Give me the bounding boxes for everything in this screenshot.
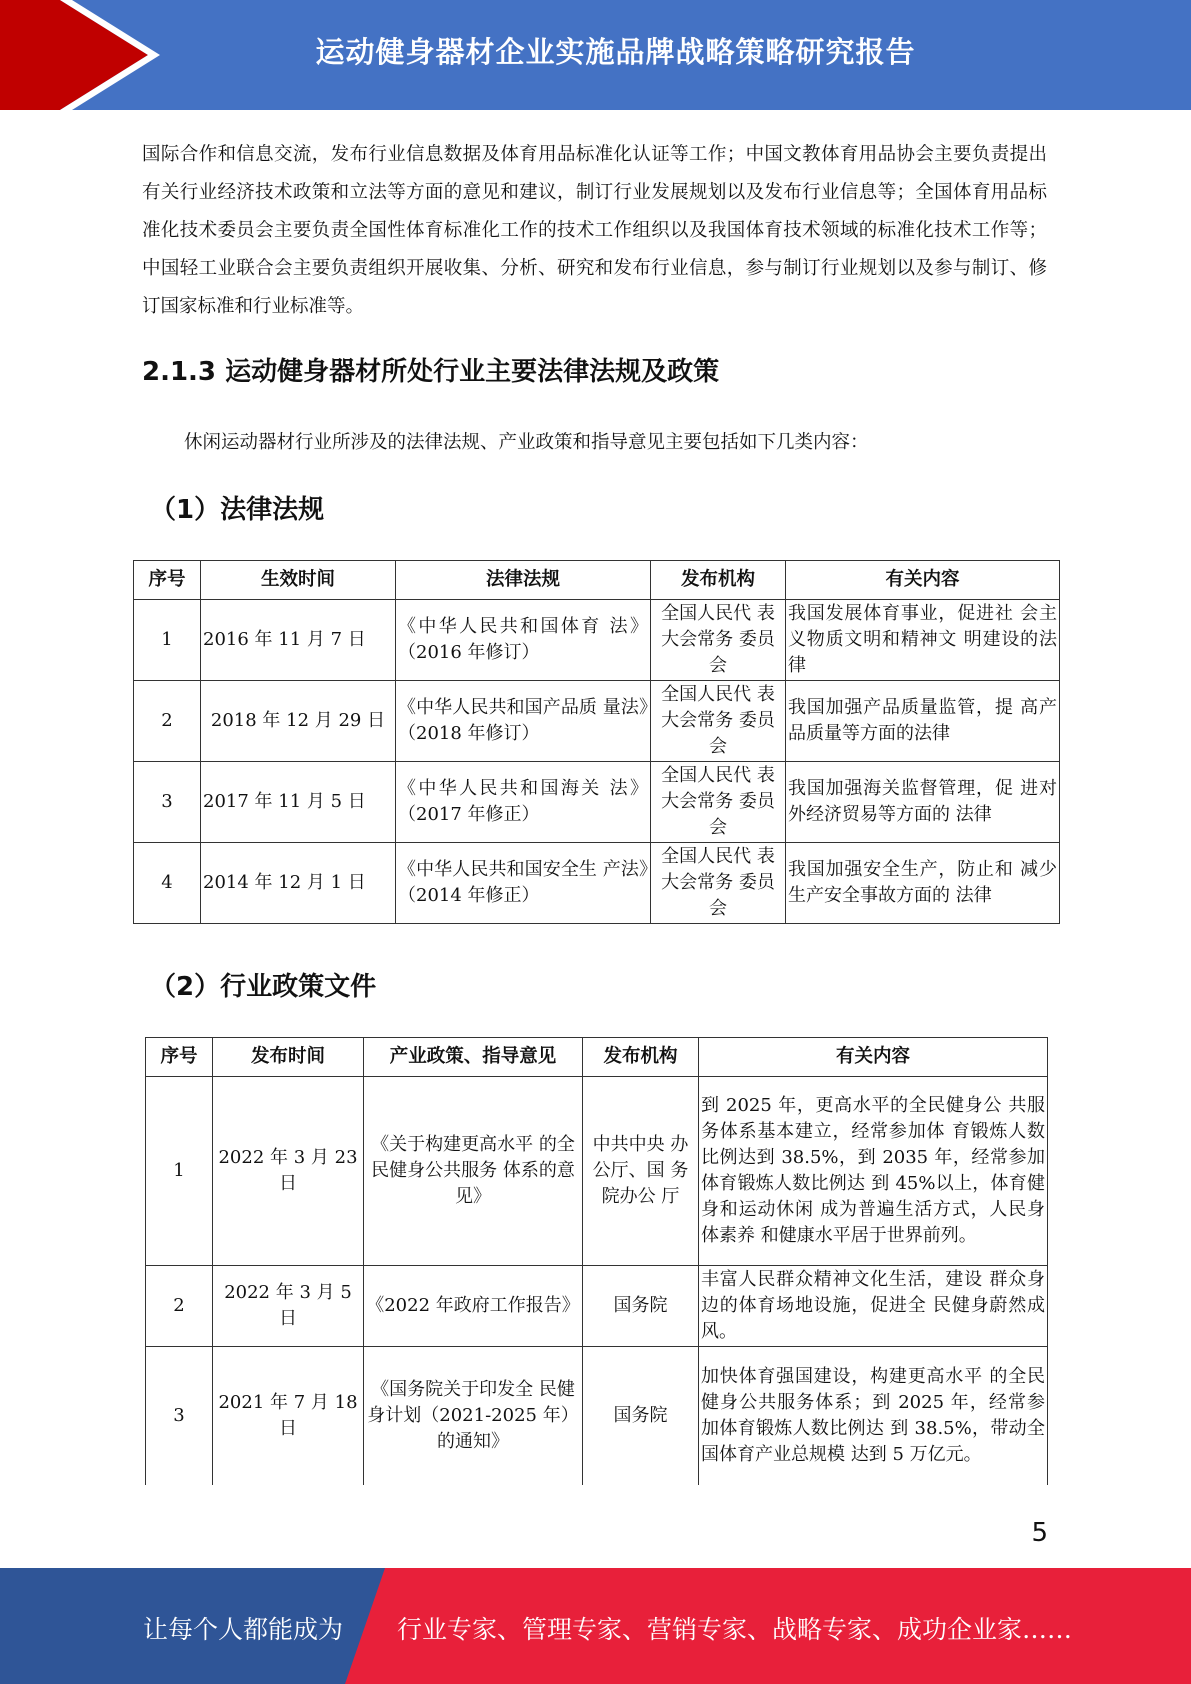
cell-date: 2018 年 12 月 29 日 bbox=[201, 681, 396, 762]
cell-issuer: 国务院 bbox=[583, 1266, 699, 1347]
col-header-policy: 产业政策、指导意见 bbox=[364, 1038, 583, 1077]
cell-index: 1 bbox=[146, 1077, 213, 1266]
table-header-row bbox=[134, 561, 1060, 600]
cell-date: 2022 年 3 月 5 日 bbox=[213, 1266, 364, 1347]
cell-content: 我国加强安全生产，防止和 减少生产安全事故方面的 法律 bbox=[786, 843, 1060, 924]
cell-date: 2014 年 12 月 1 日 bbox=[201, 843, 396, 924]
cell-issuer: 全国人民代 表大会常务 委员会 bbox=[651, 762, 786, 843]
cell-index: 3 bbox=[146, 1347, 213, 1486]
cell-issuer: 全国人民代 表大会常务 委员会 bbox=[651, 600, 786, 681]
table-row bbox=[134, 681, 1060, 762]
table-row bbox=[146, 1347, 1048, 1486]
cell-content: 加快体育强国建设，构建更高水平 的全民健身公共服务体系；到 2025 年，经常参加体育锻炼人数比例达 到 38.5%，带动全国体育产业总规模 达到 5 万亿元。 bbox=[699, 1347, 1048, 1486]
section-heading: 2.1.3 运动健身器材所处行业主要法律法规及政策 bbox=[142, 357, 720, 387]
col-header-date: 生效时间 bbox=[201, 561, 396, 600]
table-row bbox=[146, 1077, 1048, 1266]
col-header-index: 序号 bbox=[134, 561, 201, 600]
page-footer bbox=[0, 1568, 1191, 1684]
subheading-laws: （1）法律法规 bbox=[150, 495, 325, 525]
cell-date: 2017 年 11 月 5 日 bbox=[201, 762, 396, 843]
col-header-content: 有关内容 bbox=[786, 561, 1060, 600]
cell-date: 2016 年 11 月 7 日 bbox=[201, 600, 396, 681]
cell-index: 4 bbox=[134, 843, 201, 924]
footer-slogan-left: 让每个人都能成为 bbox=[143, 1615, 344, 1644]
cell-issuer: 中共中央 办公厅、国 务院办公 厅 bbox=[583, 1077, 699, 1266]
cell-issuer: 国务院 bbox=[583, 1347, 699, 1486]
cell-law: 《中华人民共和国安全生 产法》（2014 年修正） bbox=[396, 843, 651, 924]
table-row bbox=[134, 843, 1060, 924]
policies-table bbox=[145, 1037, 1048, 1485]
intro-paragraph: 国际合作和信息交流，发布行业信息数据及体育用品标准化认证等工作；中国文教体育用品协会主要负责提出有关行业经济技术政策和立法等方面的意见和建议，制订行业发展规划以及发布行业信息等；全国体育用品标准化技术委员会主要负责全国性体育标准化工作的技术工作组织以及我国体育技术领域的标准化技术工作等；中国轻工业联合会主要负责组织开展收集、分析、研究和发布行业信息，参与制订行业规划以及参与制订、修订国家标准和行业标准等。 bbox=[142, 144, 1047, 317]
footer-slogan-right: 行业专家、管理专家、营销专家、战略专家、成功企业家…… bbox=[397, 1615, 1073, 1644]
cell-content: 我国发展体育事业，促进社 会主义物质文明和精神文 明建设的法律 bbox=[786, 600, 1060, 681]
cell-content: 到 2025 年，更高水平的全民健身公 共服务体系基本建立，经常参加体 育锻炼人数比例达到 38.5%，到 2035 年，经常参加体育锻炼人数比例达 到 45%以上，体育健身和运动休闲 成为普遍生活方式，人民身体素养 和健康水平居于世界前列。 bbox=[699, 1077, 1048, 1266]
cell-date: 2022 年 3 月 23 日 bbox=[213, 1077, 364, 1266]
header-title: 运动健身器材企业实施品牌战略策略研究报告 bbox=[315, 35, 916, 69]
cell-issuer: 全国人民代 表大会常务 委员会 bbox=[651, 843, 786, 924]
cell-policy: 《2022 年政府工作报告》 bbox=[364, 1266, 583, 1347]
cell-policy: 《国务院关于印发全 民健身计划（2021-2025 年）的通知》 bbox=[364, 1347, 583, 1486]
col-header-index: 序号 bbox=[146, 1038, 213, 1077]
cell-index: 3 bbox=[134, 762, 201, 843]
table-row bbox=[134, 600, 1060, 681]
cell-law: 《中华人民共和国体育 法》（2016 年修订） bbox=[396, 600, 651, 681]
col-header-date: 发布时间 bbox=[213, 1038, 364, 1077]
subheading-policies: （2）行业政策文件 bbox=[150, 972, 377, 1002]
cell-issuer: 全国人民代 表大会常务 委员会 bbox=[651, 681, 786, 762]
table-row bbox=[146, 1266, 1048, 1347]
col-header-issuer: 发布机构 bbox=[651, 561, 786, 600]
col-header-issuer: 发布机构 bbox=[583, 1038, 699, 1077]
cell-index: 2 bbox=[146, 1266, 213, 1347]
cell-policy: 《关于构建更高水平 的全民健身公共服务 体系的意见》 bbox=[364, 1077, 583, 1266]
page-header bbox=[0, 0, 1191, 110]
cell-index: 1 bbox=[134, 600, 201, 681]
cell-content: 我国加强产品质量监管，提 高产品质量等方面的法律 bbox=[786, 681, 1060, 762]
col-header-law: 法律法规 bbox=[396, 561, 651, 600]
section-intro: 休闲运动器材行业所涉及的法律法规、产业政策和指导意见主要包括如下几类内容： bbox=[184, 432, 869, 453]
body-content bbox=[142, 136, 1047, 326]
cell-law: 《中华人民共和国产品质 量法》（2018 年修订） bbox=[396, 681, 651, 762]
laws-table bbox=[133, 560, 1060, 924]
cell-date: 2021 年 7 月 18 日 bbox=[213, 1347, 364, 1486]
col-header-content: 有关内容 bbox=[699, 1038, 1048, 1077]
table-row bbox=[134, 762, 1060, 843]
cell-content: 我国加强海关监督管理，促 进对外经济贸易等方面的 法律 bbox=[786, 762, 1060, 843]
table-header-row bbox=[146, 1038, 1048, 1077]
page-number: 5 bbox=[1031, 1518, 1048, 1548]
cell-index: 2 bbox=[134, 681, 201, 762]
cell-law: 《中华人民共和国海关 法》（2017 年修正） bbox=[396, 762, 651, 843]
cell-content: 丰富人民群众精神文化生活，建设 群众身边的体育场地设施，促进全 民健身蔚然成风。 bbox=[699, 1266, 1048, 1347]
